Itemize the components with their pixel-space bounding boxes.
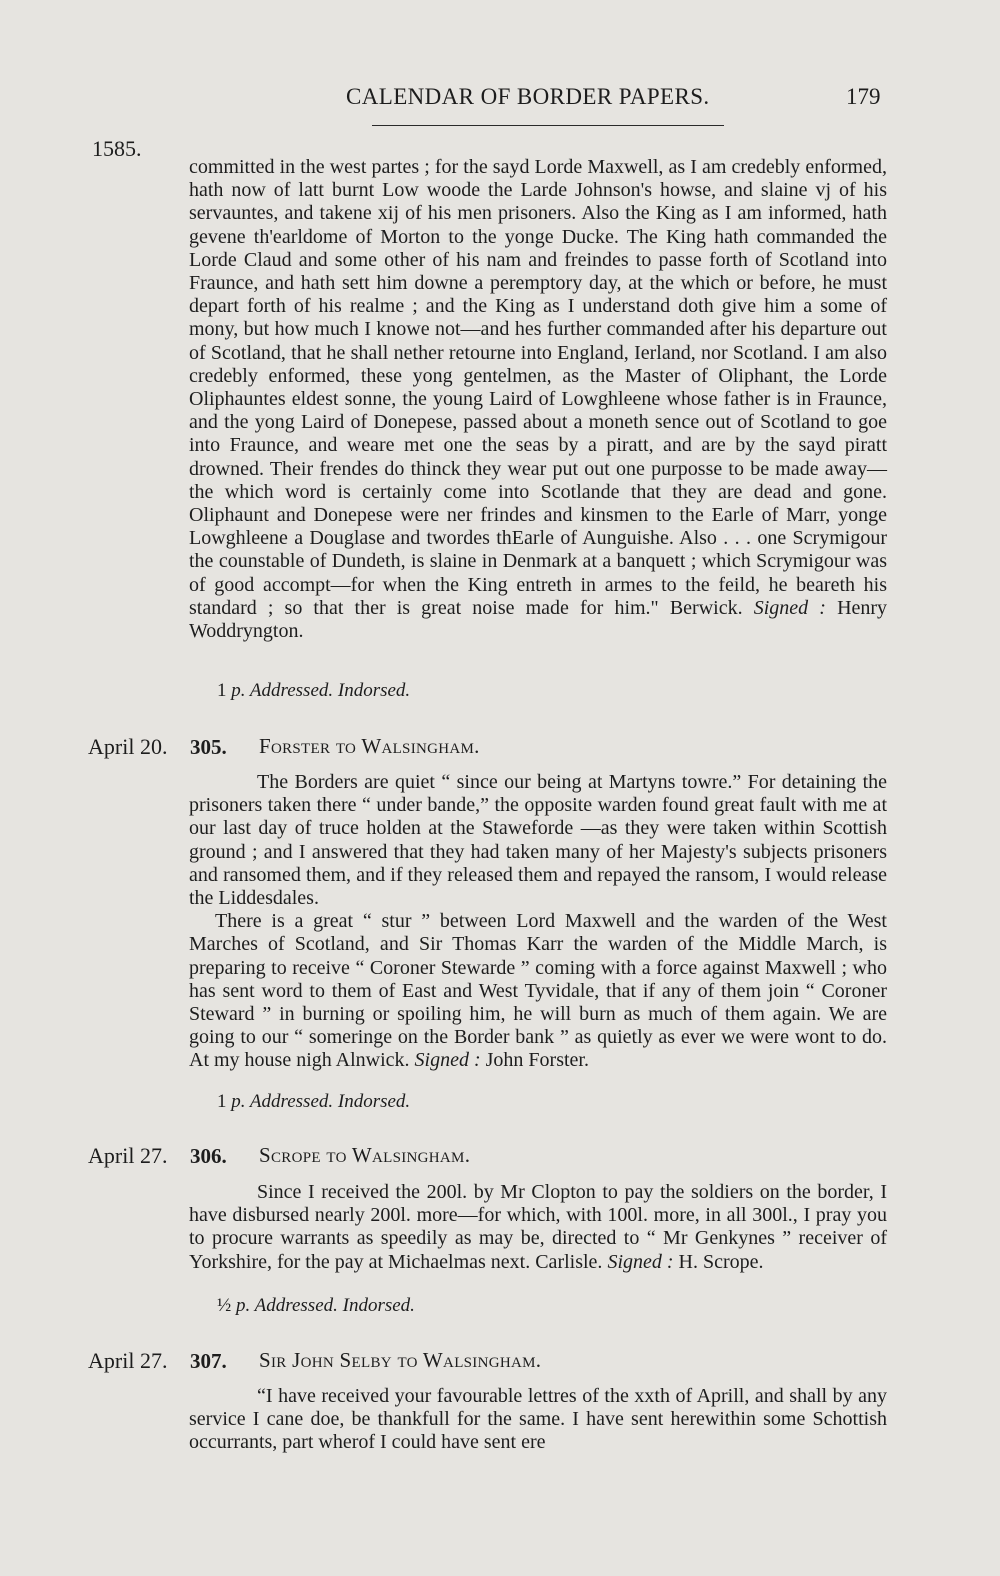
entry-date: April 20. <box>88 734 168 759</box>
entry-body <box>189 1385 887 1455</box>
document-note: ½ p. Addressed. Indorsed. <box>217 1295 415 1316</box>
entry-body <box>189 771 887 1073</box>
entry-date: April 27. <box>88 1348 168 1373</box>
signature: John Forster. <box>485 1049 589 1072</box>
entry-title: Scrope to Walsingham. <box>259 1143 471 1167</box>
entry-title: Forster to Walsingham. <box>259 734 480 758</box>
entry-paragraph: The Borders are quiet “ since our being at Martyns towre.” For detaining the prisoners taken there “ under bande,” the opposite warden found great fault with me at our last day of truce holden at the Staweforde —as they were taken within Scottish ground ; and I answered that they had taken many of her Majesty's subjects prisoners and ransomed them, and if they released them and repayed the ransom, I would release the Liddesdales. <box>189 771 887 910</box>
page-number: 179 <box>846 84 881 109</box>
entry-number: 306. <box>190 1144 227 1168</box>
document-note: 1 p. Addressed. Indorsed. <box>217 1091 411 1112</box>
entry-title: Sir John Selby to Walsingham. <box>259 1348 542 1372</box>
document-note: 1 p. Addressed. Indorsed. <box>217 680 411 701</box>
entry-number: 305. <box>190 735 227 759</box>
entry-date: April 27. <box>88 1143 168 1168</box>
entry-paragraph: Since I received the 200l. by Mr Clopton to pay the soldiers on the border, I have disbursed nearly 200l. more—for which, with 100l. more, in all 300l., I pray you to procure warrants as speedily as may be, directed to “ Mr Genkynes ” receiver of Yorkshire, for the pay at Michaelmas next. Carlisle. Signed : H. Scrope. <box>189 1181 887 1273</box>
signed-label: Signed : <box>607 1250 674 1273</box>
continuation-paragraph: committed in the west partes ; for the sayd Lorde Maxwell, as I am credebly enformed, hath now of latt burnt Low woode the Larde Johnson's howse, and slaine vj of his servauntes, and takene xij of his men prisoners. Also the King as I am informed, hath gevene th'earldome of Morton to the yonge Ducke. The King hath commanded the Lorde Claud and some other of his nam and freindes to passe forth of Scotland into Fraunce, and hath sett him downe a peremptory day, at the which or before, he must depart forth of his realme ; and the King as I understand doth give him a some of mony, but how much I knowe not—and hes further commanded after his departure out of Scotland, that he shall nether retourne into England, Ierland, nor Scotland. I am also credebly enformed, these yong gentelmen, as the Master of Oliphant, the Lorde Oliphauntes eldest sonne, the young Laird of Lowghleene whose father is in Fraunce, and the yong Laird of Donepese, passed about a moneth sence out of Scotland to goe into Fraunce, and weare met one the seas by a piratt, and are by the sayd piratt drowned. Their frendes do thinck they wear put out one purposse to be made away—the which word is certainly come into Scotlande that they are dead and gone. Oliphaunt and Donepese were ner frindes and kinsmen to the Earle of Marr, yonge Lowghleene a Douglase and twordes thEarle of Aunguishe. Also . . . one Scrymigour the counstable of Dundeth, is slaine in Denmark at a banquett ; which Scrymigour was of good accompt—for when the King entreth in armes to the feild, he beareth his standard ; so that ther is great noise made for him." Berwick. Signed : Henry Woddryngton. <box>189 156 888 643</box>
continuation-letter <box>189 156 887 643</box>
signed-label: Signed : <box>753 596 826 619</box>
signed-label: Signed : <box>414 1049 481 1072</box>
entry-paragraph: “I have received your favourable lettres of the xxth of Aprill, and shall by any service I cane doe, be thankfull for the same. I have sent herewithin some Schottish occurrants, part wherof I could have sent ere <box>189 1385 887 1454</box>
entry-number: 307. <box>190 1349 227 1373</box>
signature: Henry Woddryngton. <box>189 596 888 643</box>
header-rule <box>372 125 724 126</box>
entry-paragraph: There is a great “ stur ” between Lord Maxwell and the warden of the West Marches of Scotland, and Sir Thomas Karr the warden of the Middle March, is preparing to receive “ Coroner Stewarde ” coming with a force against Maxwell ; who has sent word to them of East and West Tyvidale, that if any of them join “ Coroner Steward ” in burning or spoiling him, he will burn as much of them again. We are going to our “ someringe on the Border bank ” as quietly as ever we were wont to do. At my house nigh Alnwick. Signed : John Forster. <box>189 910 887 1072</box>
entry-body <box>189 1181 887 1274</box>
signature: H. Scrope. <box>678 1250 764 1273</box>
year-marginal: 1585. <box>92 136 142 161</box>
running-title: CALENDAR OF BORDER PAPERS. <box>346 84 710 109</box>
